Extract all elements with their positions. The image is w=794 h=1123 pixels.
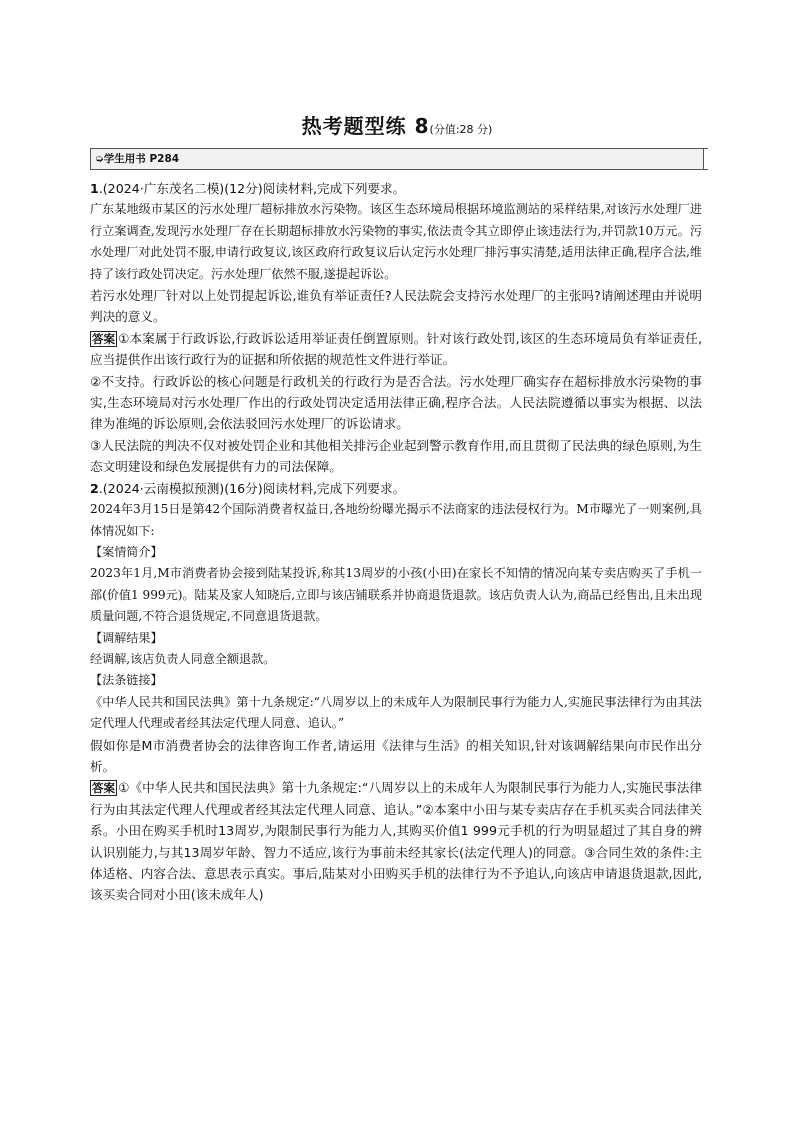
- student-book-ref: ➭学生用书 P284: [95, 153, 180, 165]
- q2-intro: 2024年3月15日是第42个国际消费者权益日,各地纷纷曝光揭示不法商家的违法侵权行为。M市曝光了一则案例,具体情况如下:: [90, 502, 702, 538]
- q1-answer-1-text: ①本案属于行政诉讼,行政诉讼适用举证责任倒置原则。针对该行政处罚,该区的生态环境局负有举证责任,应当提供作出该行政行为的证据和所依据的规范性文件进行举证。: [90, 330, 702, 368]
- q1-question: 若污水处理厂针对以上处罚提起诉讼,谁负有举证责任?人民法院会支持污水处理厂的主张吗?请阐述理由并说明判决的意义。: [90, 288, 702, 325]
- q1-answer-1: [90, 328, 702, 371]
- q2-number: 2: [90, 480, 99, 496]
- q2-heading-result: 【调解结果】: [90, 630, 163, 645]
- q2-result: 经调解,该店负责人同意全额退款。: [90, 651, 276, 666]
- q2-law: 《中华人民共和国民法典》第十九条规定:“八周岁以上的未成年人为限制民事行为能力人,实施民事法律行为由其法定代理人代理或者经其法定代理人同意、追认。”: [90, 694, 702, 731]
- q1-material: 广东某地级市某区的污水处理厂超标排放水污染物。该区生态环境局根据环境监测站的采样结果,对该污水处理厂进行立案调查,发现污水处理厂存在长期超标排放水污染物的事实,依法责令其立即停止该违法行为,并罚款10万元。污水处理厂对此处罚不服,申请行政复议,该区政府行政复议后认定污水处理厂排污事实清楚,适用法律正确,程序合法,维持了该行政处罚决定。污水处理厂依然不服,遂提起诉讼。: [90, 202, 702, 281]
- q1-number: 1: [90, 181, 99, 196]
- page-title: [90, 110, 704, 139]
- q2-heading-case: 【案情简介】: [90, 544, 163, 559]
- content: [90, 178, 702, 906]
- q2-stem: [90, 478, 702, 499]
- section-bar-end: [703, 148, 708, 170]
- q1-answer-3: ③人民法院的判决不仅对被处罚企业和其他相关排污企业起到警示教育作用,而且贯彻了民法典的绿色原则,为生态文明建设和绿色发展提供有力的司法保障。: [90, 437, 702, 475]
- q1-stem-text: .(2024·广东茂名二模)(12分)阅读材料,完成下列要求。: [98, 181, 406, 196]
- q2-question: 假如你是M市消费者协会的法律咨询工作者,请运用《法律与生活》的相关知识,针对该调解结果向市民作出分析。: [90, 737, 702, 774]
- answer-label: 答案: [92, 781, 115, 796]
- q2-stem-text: .(2024·云南模拟预测)(16分)阅读材料,完成下列要求。: [98, 480, 406, 496]
- q1-stem: [90, 178, 702, 199]
- q2-heading-law: 【法条链接】: [90, 673, 163, 688]
- title-score: (分值:28 分): [429, 123, 493, 136]
- section-bar: [90, 148, 704, 170]
- q2-answer-text: ①《中华人民共和国民法典》第十九条规定:“八周岁以上的未成年人为限制民事行为能力人,实施民事法律行为由其法定代理人代理或者经其法定代理人同意、追认。”②本案中小田与某专卖店存在手机买卖合同法律关系。小田在购买手机时13周岁,为限制民事行为能力人,其购买价值1 999元手机的行为明显超过了其自身的辨认识别能力,与其13周岁年龄、智力不适应,该行为事前未经其家长(法定代理人)的同意。③合同生效的条件:主体适格、内容合法、意思表示真实。事后,陆某对小田购买手机的法律行为不予追认,向该店申请退货退款,因此,该买卖合同对小田(该未成年人): [90, 780, 702, 903]
- q2-answer: [90, 777, 702, 905]
- q1-answer-2: ②不支持。行政诉讼的核心问题是行政机关的行政行为是否合法。污水处理厂确实存在超标排放水污染物的事实,生态环境局对污水处理厂作出的行政处罚决定适用法律正确,程序合法。人民法院遵循以事实为根据、以法律为准绳的诉讼原则,会依法驳回污水处理厂的诉讼请求。: [90, 373, 702, 432]
- title-main: 热考题型练 8: [301, 114, 430, 138]
- q2-case: 2023年1月,M市消费者协会接到陆某投诉,称其13周岁的小孩(小田)在家长不知情的情况向某专卖店购买了手机一部(价值1 999元)。陆某及家人知晓后,立即与该店铺联系并协商退货退款。该店负责人认为,商品已经售出,且未出现质量问题,不符合退货规定,不同意退货退款。: [90, 566, 702, 624]
- answer-label: 答案: [92, 331, 115, 346]
